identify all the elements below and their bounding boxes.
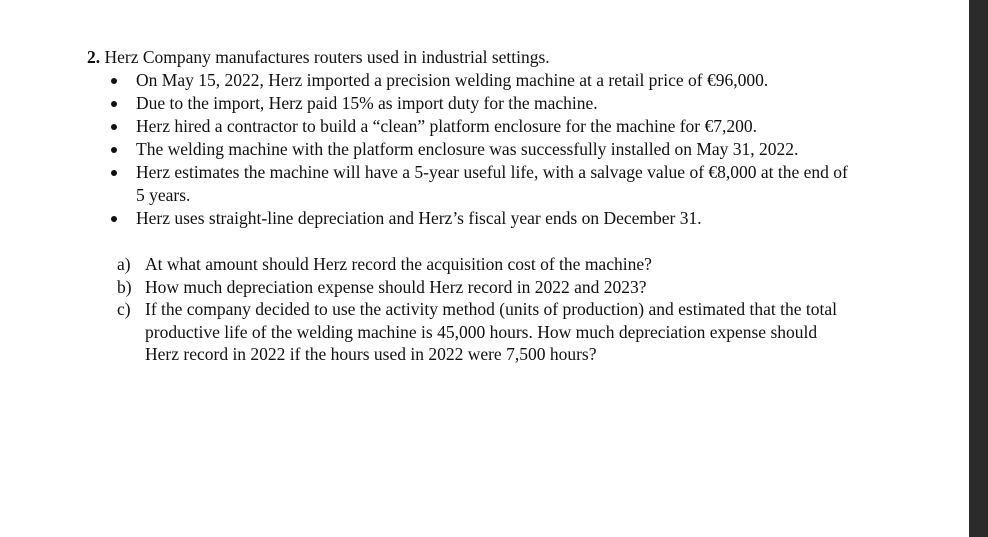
question-text: How much depreciation expense should Herz record in 2022 and 2023? [145,276,647,297]
fact-list [87,69,947,230]
fact-item [87,161,947,207]
fact-item [87,92,947,115]
bullet-icon [111,78,117,84]
problem-intro: Herz Company manufactures routers used in industrial settings. [104,47,550,67]
fact-item [87,138,947,161]
question-item [87,298,947,366]
problem-heading [87,46,947,69]
question-text: At what amount should Herz record the acquisition cost of the machine? [145,254,652,274]
fact-text: Due to the import, Herz paid 15% as import duty for the machine. [136,93,598,113]
fact-item [87,69,947,92]
fact-text: Herz uses straight-line depreciation and Herz’s fiscal year ends on December 31. [136,208,702,228]
question-item [87,276,947,299]
question-letter: a) [117,254,131,274]
question-letter: b) [117,276,132,297]
bullet-icon [111,170,117,176]
fact-text: The welding machine with the platform enclosure was successfully installed on May 31, 2022. [136,139,799,159]
document-body [87,46,947,366]
fact-item [87,207,947,230]
question-list [87,253,947,366]
bullet-icon [111,147,117,153]
fact-text: Herz estimates the machine will have a 5-year useful life, with a salvage value of €8,000 at the end of 5 years. [136,162,848,205]
question-text: If the company decided to use the activity method (units of production) and estimated that the total productive life of the welding machine is 45,000 hours. How much depreciation expense should Herz record in 2022 if the hours used in 2022 were 7,500 hours? [145,299,838,364]
right-scrollbar-edge [969,0,988,537]
fact-text: Herz hired a contractor to build a “clean” platform enclosure for the machine for €7,200. [136,116,757,136]
question-letter: c) [117,299,131,319]
bullet-icon [111,101,117,107]
problem-number: 2. [87,47,101,67]
fact-text: On May 15, 2022, Herz imported a precision welding machine at a retail price of €96,000. [136,70,769,90]
question-item [87,253,947,276]
fact-item [87,115,947,138]
bullet-icon [111,216,117,222]
bullet-icon [111,124,117,130]
